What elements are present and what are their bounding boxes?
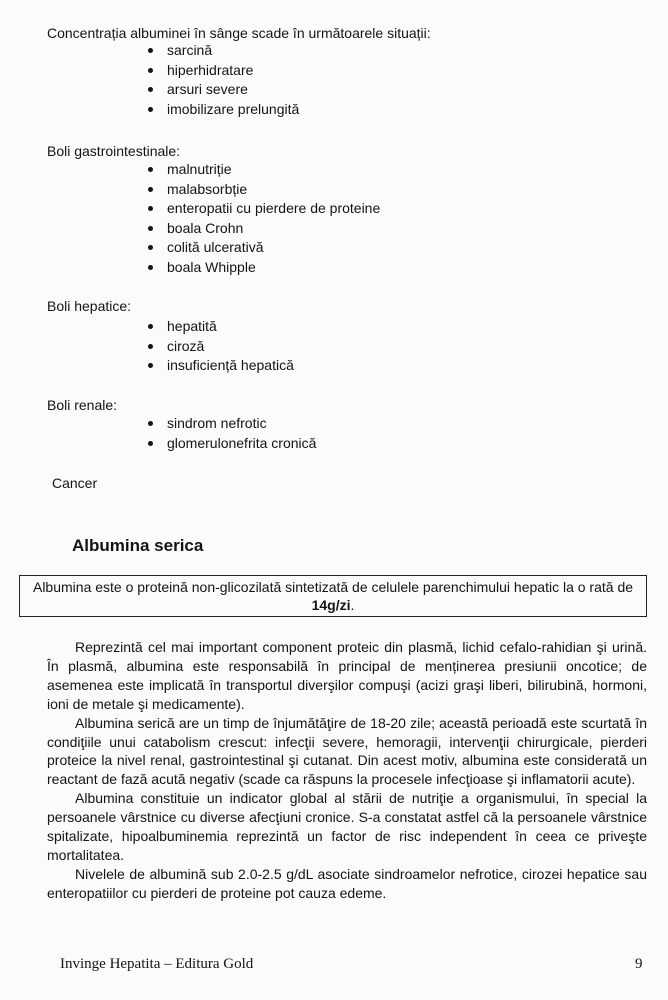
list-gastro <box>147 160 380 278</box>
list-item: malabsorbție <box>147 180 380 200</box>
paragraph: Reprezintă cel mai important component proteic din plasmă, lichid cefalo-rahidian şi urină. În plasmă, albumina este responsabilă în principal de menținerea presiunii oncotice; de asemenea este implicată în transportul diverşilor compuşi (acizi graşi liberi, bilirubină, hormoni, ioni de metale şi medicamente). <box>47 639 647 712</box>
list-item: enteropatii cu pierdere de proteine <box>147 199 380 219</box>
section-heading-renale: Boli renale: <box>47 397 118 413</box>
section-title: Albumina serica <box>72 536 204 555</box>
list-item: hepatită <box>147 317 294 337</box>
section-heading-cancer: Cancer <box>52 475 98 491</box>
list-item: colită ulcerativă <box>147 238 380 258</box>
list-item: hiperhidratare <box>147 61 299 81</box>
footer-title: Invinge Hepatita – Editura Gold <box>60 956 254 972</box>
definition-end: . <box>350 597 355 613</box>
paragraph: Albumina constituie un indicator global al stării de nutriţie a organismului, în special la persoanele vârstnice cu diverse afecţiuni cronice. S-a constatat astfel că la persoanele vârstnice spitalizate, hipoalbuminemia reprezintă un factor de risc independent în ceea ce priveşte mortalitatea. <box>47 790 647 863</box>
list-item: sindrom nefrotic <box>147 414 316 434</box>
list-situatii <box>147 41 299 119</box>
list-item: insuficiență hepatică <box>147 356 294 376</box>
list-item: glomerulonefrita cronică <box>147 434 316 454</box>
list-item: arsuri severe <box>147 80 299 100</box>
section-heading-hepatice: Boli hepatice: <box>47 298 132 314</box>
definition-rate: 14g/zi <box>311 597 351 613</box>
definition-box <box>19 575 647 617</box>
list-item: sarcină <box>147 41 299 61</box>
list-item: boala Crohn <box>147 219 380 239</box>
section-heading-situatii: Concentrația albuminei în sânge scade în următoarele situații: <box>47 25 431 41</box>
list-item: imobilizare prelungită <box>147 100 299 120</box>
paragraph: Nivelele de albumină sub 2.0-2.5 g/dL asociate sindroamelor nefrotice, cirozei hepatice sau enteropatiilor cu pierderi de proteine pot cauza edeme. <box>47 865 647 901</box>
body-text <box>47 638 647 903</box>
list-item: malnutriție <box>147 160 380 180</box>
paragraph: Albumina serică are un timp de înjumătăţire de 18-20 zile; această perioadă este scurtată în condiţiile unui catabolism crescut: infecţii severe, hemoragii, intervenţii chirurgicale, pierderi proteice la nivel renal, gastrointestinal şi cutanat. Din acest motiv, albumina este considerată un reactant de fază acută negativ (scade ca răspuns la procesele infecţioase şi inflamatorii acute). <box>47 714 647 788</box>
list-renale <box>147 414 316 453</box>
section-heading-gastro: Boli gastrointestinale: <box>47 143 181 159</box>
definition-text: Albumina este o proteină non-glicozilată sintetizată de celulele parenchimului hepatic la o rată de <box>32 579 634 595</box>
page-number: 9 <box>635 956 643 972</box>
list-item: boala Whipple <box>147 258 380 278</box>
list-item: ciroză <box>147 337 294 357</box>
list-hepatice <box>147 317 294 376</box>
